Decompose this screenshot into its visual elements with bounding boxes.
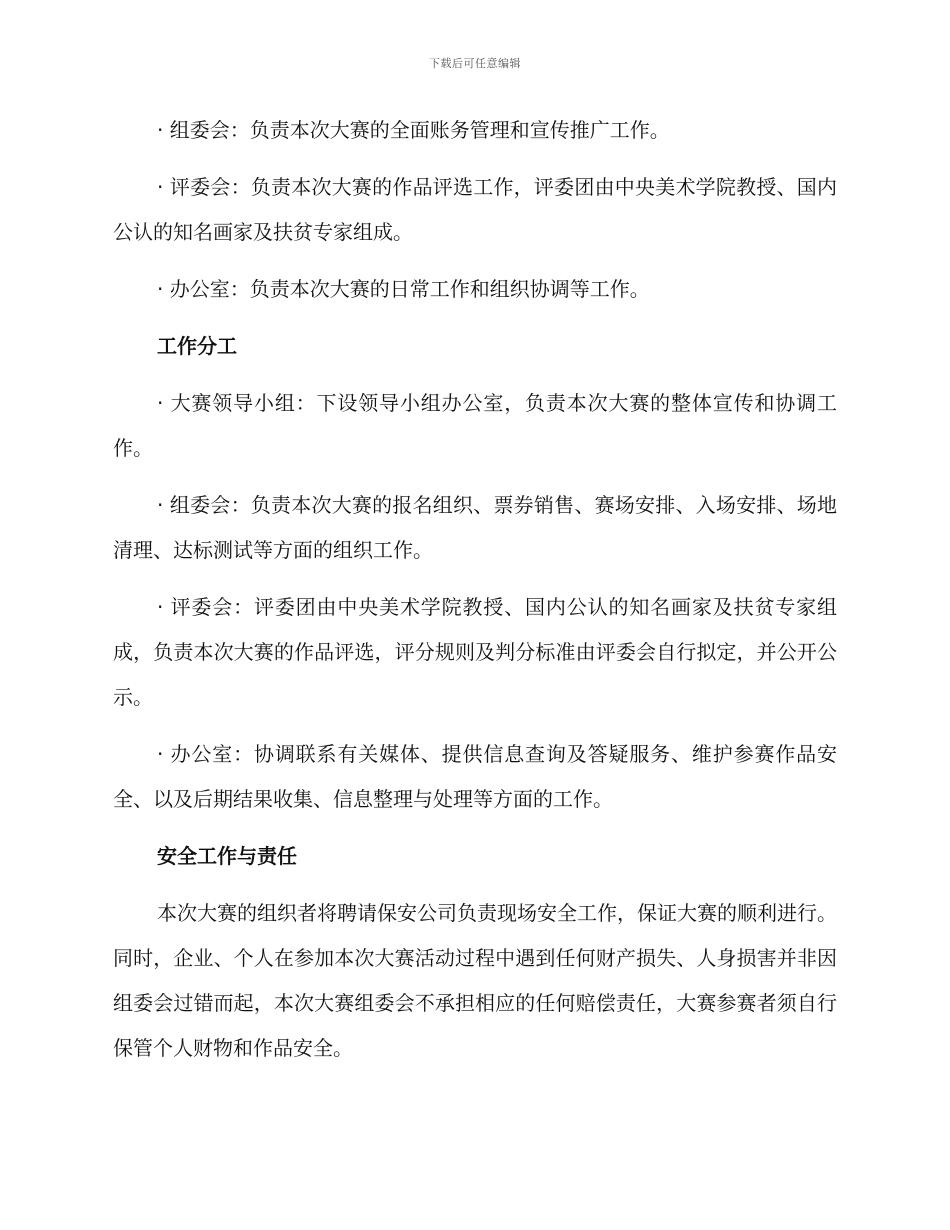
paragraph-safety-statement: 本次大赛的组织者将聘请保安公司负责现场安全工作，保证大赛的顺利进行。同时，企业、个人在参加本次大赛活动过程中遇到任何财产损失、人身损害并非因组委会过错而起，本次大赛组委会不承担相应的任何赔偿责任，大赛参赛者须自行保管个人财物和作品安全。 [113,901,837,1060]
paragraph-organizing-committee-1: · 组委会：负责本次大赛的全面账务管理和宣传推广工作。 [157,118,670,142]
paragraph-organizing-committee-2: · 组委会：负责本次大赛的报名组织、票券销售、赛场安排、入场安排、场地清理、达标测试等方面的组织工作。 [113,493,837,562]
paragraph-judging-committee-1: · 评委会：负责本次大赛的作品评选工作，评委团由中央美术学院教授、国内公认的知名画家及扶贫专家组成。 [113,175,837,244]
section-heading-division-of-work: 工作分工 [157,334,237,358]
header-note: 下载后可任意编辑 [429,57,521,70]
section-heading-safety-and-responsibility: 安全工作与责任 [157,844,297,868]
paragraph-office-2: · 办公室：协调联系有关媒体、提供信息查询及答疑服务、维护参赛作品安全、以及后期结果收集、信息整理与处理等方面的工作。 [113,742,837,811]
paragraph-office-1: · 办公室：负责本次大赛的日常工作和组织协调等工作。 [157,277,650,301]
paragraph-judging-committee-2: · 评委会：评委团由中央美术学院教授、国内公认的知名画家及扶贫专家组成，负责本次大赛的作品评选，评分规则及判分标准由评委会自行拟定，并公开公示。 [113,595,837,709]
document-body [113,108,837,1083]
paragraph-leadership-group: · 大赛领导小组：下设领导小组办公室，负责本次大赛的整体宣传和协调工作。 [113,391,837,460]
